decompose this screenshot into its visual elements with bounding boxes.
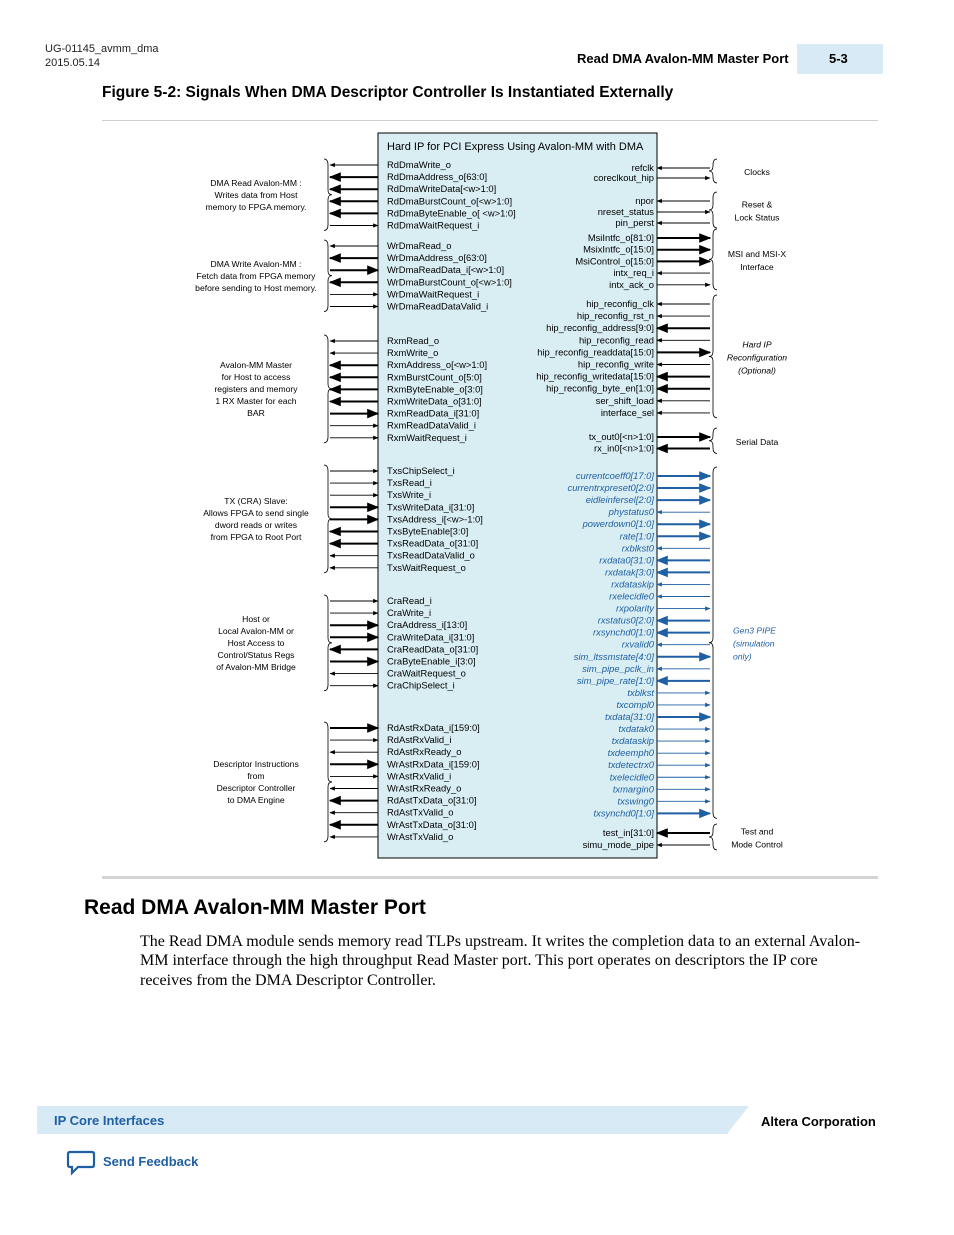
right-signal-label: npor — [635, 195, 654, 206]
right-group-label: Reset & — [741, 199, 773, 210]
left-signal-label: CraWriteData_i[31:0] — [387, 631, 475, 643]
right-group-label: (simulation — [733, 638, 775, 649]
left-group-label: Host or — [242, 613, 270, 624]
send-feedback-link[interactable]: Send Feedback — [103, 1154, 199, 1169]
right-group-brace — [709, 159, 717, 183]
pipe-signal-label: currentrxpreset0[2:0] — [567, 482, 654, 494]
right-signal-label: hip_reconfig_address[9:0] — [546, 322, 654, 334]
left-signal-label: WrDmaReadDataValid_i — [387, 300, 489, 312]
figure-title: Figure 5-2: Signals When DMA Descriptor Controller Is Instantiated Externally — [102, 84, 674, 101]
left-signal-label: RdAstTxValid_o — [387, 806, 454, 818]
pipe-signal-label: txswing0 — [617, 795, 654, 807]
right-signal-label: MsiIntfc_o[81:0] — [587, 232, 654, 243]
left-group-label: dword reads or writes — [214, 519, 298, 530]
left-signal-label: RxmWriteData_o[31:0] — [387, 395, 482, 407]
left-group-label: before sending to Host memory. — [195, 282, 317, 293]
left-signal-label: TxsReadData_o[31:0] — [387, 537, 479, 549]
pipe-signal-label: rxpolarity — [615, 602, 654, 614]
left-group-label: Host Access to — [227, 637, 285, 648]
pipe-signal-label: sim_pipe_rate[1:0] — [576, 674, 654, 686]
pipe-signal-label: powerdown0[1:0] — [582, 518, 654, 530]
left-signal-label: CraWaitRequest_o — [387, 667, 466, 679]
section-body: The Read DMA module sends memory read TLPs upstream. It writes the completion data to an external Avalon-MM interface through the high throughput Read Master port. This port operates on descriptors the IP core receives from the DMA Descriptor Controller. — [140, 933, 861, 989]
left-signal-label: TxsRead_i — [387, 477, 432, 489]
right-group-brace — [709, 229, 717, 290]
left-group-label: of Avalon-MM Bridge — [216, 661, 296, 672]
left-group-label: for Host to access — [221, 371, 291, 382]
left-group-label: Control/Status Regs — [217, 649, 295, 660]
doc-date: 2015.05.14 — [45, 57, 101, 69]
pipe-signal-label: txdata[31:0] — [605, 711, 654, 722]
left-signal-label: RdAstRxValid_i — [387, 734, 452, 746]
left-signal-label: WrDmaRead_o — [387, 240, 452, 251]
right-signal-label: intx_ack_o — [609, 278, 654, 290]
pipe-signal-label: rate[1:0] — [619, 530, 654, 542]
left-group-label: registers and memory — [214, 383, 298, 394]
right-signal-label: tx_out0[<n>1:0] — [588, 431, 654, 442]
right-group-label: Interface — [740, 261, 774, 272]
right-group-label: Hard IP — [742, 339, 772, 350]
left-signal-label: RxmByteEnable_o[3:0] — [387, 383, 483, 395]
signal-diagram — [102, 124, 878, 874]
right-group-label: Lock Status — [734, 212, 780, 223]
left-signal-label: TxsWriteData_i[31:0] — [387, 501, 475, 513]
left-group-label: Fetch data from FPGA memory — [196, 270, 316, 281]
pipe-signal-label: sim_pipe_pclk_in — [582, 662, 654, 674]
pipe-signal-label: txcompl0 — [616, 698, 654, 710]
left-signal-label: RdDmaBurstCount_o[<w>1:0] — [387, 195, 513, 207]
right-group-label: Serial Data — [735, 436, 779, 447]
left-group-label: Allows FPGA to send single — [203, 507, 309, 518]
pipe-signal-label: eidleinfersel[2:0] — [585, 494, 654, 506]
right-group-brace — [709, 428, 717, 454]
left-signal-label: RdDmaByteEnable_o[ <w>1:0] — [387, 207, 516, 219]
right-signal-label: ser_shift_load — [595, 394, 654, 406]
pipe-signal-label: txdetectrx0 — [608, 759, 654, 771]
left-group-label: TX (CRA) Slave: — [224, 495, 288, 506]
pipe-signal-label: rxvalid0 — [621, 638, 654, 650]
left-group-brace — [324, 595, 332, 691]
pipe-signal-label: rxelecidle0 — [609, 590, 654, 602]
left-signal-label: TxsReadDataValid_o — [387, 549, 475, 561]
right-group-brace — [709, 467, 717, 818]
left-group-label: memory to FPGA memory. — [205, 201, 307, 212]
pipe-signal-label: txsynchd0[1:0] — [593, 807, 654, 819]
right-signal-label: rx_in0[<n>1:0] — [594, 442, 654, 454]
right-group-label: Clocks — [744, 167, 770, 177]
left-signal-label: TxsByteEnable[3:0] — [387, 525, 469, 537]
left-signal-label: CraWrite_i — [387, 607, 432, 619]
left-signal-label: RdAstTxData_o[31:0] — [387, 794, 477, 806]
right-group-label: (Optional) — [738, 365, 776, 376]
left-signal-label: RxmRead_o — [387, 335, 440, 346]
pipe-signal-label: txdeemph0 — [607, 747, 654, 759]
left-signal-label: CraRead_i — [387, 595, 432, 606]
pipe-signal-label: txmargin0 — [612, 783, 654, 795]
left-signal-label: WrDmaAddress_o[63:0] — [387, 252, 487, 264]
right-signal-label: simu_mode_pipe — [582, 839, 654, 850]
section-title: Read DMA Avalon-MM Master Port — [84, 896, 426, 919]
right-group-label: MSI and MSI-X — [727, 248, 787, 259]
right-signal-label: hip_reconfig_write — [577, 358, 654, 370]
right-signal-label: hip_reconfig_rst_n — [576, 310, 654, 322]
right-group-brace — [709, 192, 717, 228]
right-signal-label: coreclkout_hip — [593, 172, 654, 183]
left-signal-label: CraByteEnable_i[3:0] — [387, 655, 476, 667]
left-signal-label: RxmWrite_o — [387, 347, 439, 359]
footer-company: Altera Corporation — [761, 1114, 876, 1129]
right-signal-label: hip_reconfig_read — [578, 334, 654, 346]
left-signal-label: RxmBurstCount_o[5:0] — [387, 371, 482, 383]
right-group-brace — [709, 824, 717, 850]
left-signal-label: CraChipSelect_i — [387, 679, 455, 691]
left-signal-label: WrAstTxValid_o — [387, 830, 454, 842]
pipe-signal-label: rxblkst0 — [621, 542, 654, 554]
right-group-label: Test and — [740, 826, 774, 837]
left-signal-label: WrAstRxValid_i — [387, 770, 452, 782]
left-group-label: from — [247, 770, 265, 781]
footer-chapter-link[interactable]: IP Core Interfaces — [54, 1113, 165, 1128]
left-signal-label: CraAddress_i[13:0] — [387, 619, 468, 631]
pipe-signal-label: txdatak0 — [618, 723, 654, 735]
left-group-label: Descriptor Controller — [216, 782, 296, 793]
header-section-title: Read DMA Avalon-MM Master Port — [577, 51, 789, 66]
left-group-brace — [324, 240, 332, 312]
doc-id-text: UG-01145_avmm_dma — [45, 43, 159, 55]
right-signal-label: hip_reconfig_readdata[15:0] — [537, 346, 654, 358]
pipe-signal-label: txdataskip — [611, 735, 654, 747]
left-signal-label: RdDmaAddress_o[63:0] — [387, 171, 488, 183]
pipe-signal-label: txelecidle0 — [609, 771, 654, 783]
pipe-signal-label: rxdata0[31:0] — [599, 554, 654, 566]
left-group-label: to DMA Engine — [227, 794, 285, 805]
left-group-label: Local Avalon-MM or — [218, 625, 294, 636]
left-group-label: Avalon-MM Master — [220, 359, 292, 370]
page-number-tab — [797, 44, 883, 74]
left-signal-label: TxsWaitRequest_o — [387, 561, 466, 573]
right-signal-label: MsixIntfc_o[15:0] — [583, 243, 654, 255]
left-group-label: Descriptor Instructions — [213, 758, 299, 769]
right-group-label: Mode Control — [731, 839, 783, 850]
left-signal-label: WrAstRxData_i[159:0] — [387, 758, 480, 770]
right-signal-label: hip_reconfig_clk — [586, 298, 654, 309]
feedback-icon[interactable] — [66, 1150, 96, 1176]
pipe-signal-label: phystatus0 — [608, 506, 654, 518]
pipe-signal-label: currentcoeff0[17:0] — [575, 470, 654, 481]
right-signal-label: refclk — [631, 162, 654, 173]
left-group-label: DMA Write Avalon-MM : — [210, 258, 302, 269]
left-signal-label: RdDmaWriteData[<w>1:0] — [387, 183, 497, 195]
left-signal-label: WrDmaBurstCount_o[<w>1:0] — [387, 276, 512, 288]
right-signal-label: hip_reconfig_byte_en[1:0] — [546, 382, 654, 394]
right-signal-label: MsiControl_o[15:0] — [575, 255, 654, 267]
right-group-brace — [709, 295, 717, 418]
left-signal-label: WrDmaWaitRequest_i — [387, 288, 480, 300]
left-group-label: from FPGA to Root Port — [210, 531, 302, 542]
left-signal-label: WrAstTxData_o[31:0] — [387, 818, 477, 830]
left-signal-label: WrDmaReadData_i[<w>1:0] — [387, 264, 505, 276]
left-signal-label: RxmReadData_i[31:0] — [387, 407, 480, 419]
left-signal-label: RdAstRxData_i[159:0] — [387, 722, 480, 733]
figure-bottom-rule — [102, 876, 878, 879]
left-signal-label: RdDmaWaitRequest_i — [387, 219, 480, 231]
page-number: 5-3 — [829, 51, 848, 66]
left-group-label: BAR — [247, 407, 265, 418]
left-group-brace — [324, 335, 332, 443]
pipe-signal-label: sim_ltssmstate[4:0] — [573, 650, 654, 662]
right-group-label: only) — [733, 651, 752, 662]
right-signal-label: intx_req_i — [613, 267, 654, 279]
pipe-signal-label: rxdatak[3:0] — [605, 566, 654, 578]
right-signal-label: nreset_status — [597, 206, 654, 217]
left-signal-label: RdAstRxReady_o — [387, 746, 462, 758]
document-id — [45, 42, 159, 70]
pipe-signal-label: rxsynchd0[1:0] — [593, 626, 654, 638]
left-signal-label: CraReadData_o[31:0] — [387, 643, 479, 655]
left-group-label: DMA Read Avalon-MM : — [210, 177, 302, 188]
right-signal-label: interface_sel — [600, 406, 654, 418]
right-group-label: Gen3 PIPE — [733, 625, 776, 636]
left-signal-label: RdDmaWrite_o — [387, 159, 451, 170]
pipe-signal-label: txblkst — [627, 686, 654, 698]
left-group-label: 1 RX Master for each — [215, 395, 297, 406]
left-group-brace — [324, 159, 332, 231]
pipe-signal-label: rxdataskip — [611, 578, 654, 590]
left-signal-label: RxmWaitRequest_i — [387, 431, 467, 443]
right-signal-label: test_in[31:0] — [602, 827, 654, 838]
right-signal-label: pin_perst — [615, 217, 654, 228]
ip-core-block-title: Hard IP for PCI Express Using Avalon-MM with DMA — [387, 141, 644, 153]
figure-top-rule — [102, 120, 878, 121]
left-signal-label: TxsChipSelect_i — [387, 465, 455, 476]
left-group-brace — [324, 465, 332, 573]
right-group-label: Reconfiguration — [726, 352, 788, 363]
left-signal-label: TxsAddress_i[<w>-1:0] — [387, 513, 483, 525]
left-signal-label: TxsWrite_i — [387, 489, 432, 501]
left-group-label: Writes data from Host — [214, 189, 298, 200]
left-signal-label: RxmAddress_o[<w>1:0] — [387, 359, 488, 371]
pipe-signal-label: rxstatus0[2:0] — [597, 614, 654, 626]
left-signal-label: RxmReadDataValid_i — [387, 419, 476, 431]
left-signal-label: WrAstRxReady_o — [387, 782, 462, 794]
right-signal-label: hip_reconfig_writedata[15:0] — [536, 370, 654, 382]
